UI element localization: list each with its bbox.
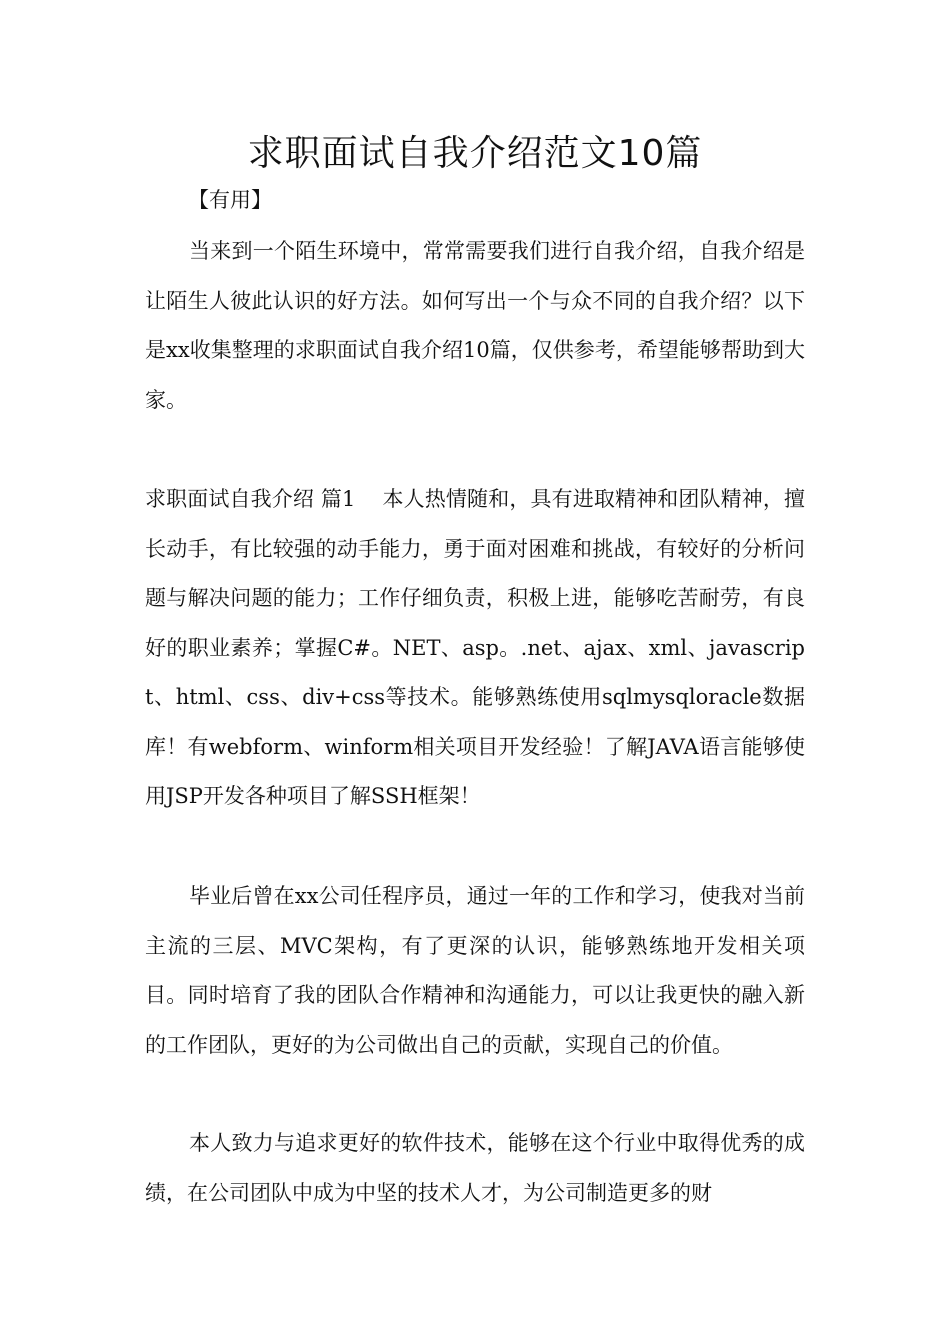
section-1-body: 本人热情随和，具有进取精神和团队精神，擅长动手，有比较强的动手能力，勇于面对困难和挑战，有较好的分析问题与解决问题的能力；工作仔细负责，积极上进，能够吃苦耐劳，有良好的职业素养；掌握C#。NET、asp。.net、ajax、xml、javascript、html、css、div+css等技术。能够熟练使用sqlmysqloracle数据库！有webform、winform相关项目开发经验！了解JAVA语言能够使用JSP开发各种项目了解SSH框架！ — [145, 487, 805, 808]
document-tag: 【有用】 — [188, 188, 272, 212]
heading-spacer — [355, 487, 382, 511]
document-title: 求职面试自我介绍范文10篇 — [247, 133, 703, 174]
section-1-paragraph-3: 本人致力与追求更好的软件技术，能够在这个行业中取得优秀的成绩，在公司团队中成为中坚的技术人才，为公司制造更多的财 — [145, 1131, 805, 1205]
section-1-paragraph — [145, 475, 805, 822]
section-1-paragraph-2: 毕业后曾在xx公司任程序员，通过一年的工作和学习，使我对当前主流的三层、MVC架构，有了更深的认识，能够熟练地开发相关项目。同时培育了我的团队合作精神和沟通能力，可以让我更快的融入新的工作团队，更好的为公司做出自己的贡献，实现自己的价值。 — [145, 884, 805, 1057]
section-1-heading: 求职面试自我介绍 篇1 — [145, 487, 356, 511]
intro-paragraph: 当来到一个陌生环境中，常常需要我们进行自我介绍，自我介绍是让陌生人彼此认识的好方法。如何写出一个与众不同的自我介绍？以下是xx收集整理的求职面试自我介绍10篇，仅供参考，希望能够帮助到大家。 — [145, 239, 805, 412]
